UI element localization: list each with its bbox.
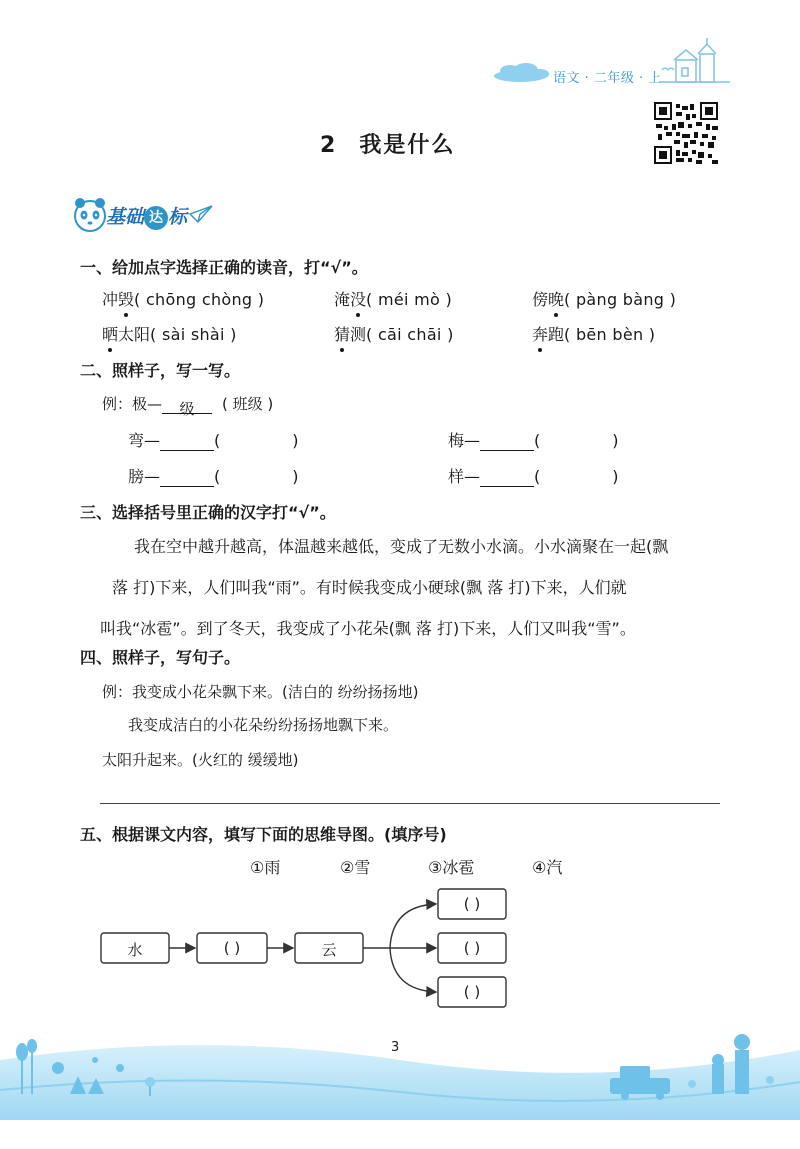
arrow-cloud-to-output-3 xyxy=(390,948,436,992)
lesson-name: 我是什么 xyxy=(359,133,456,158)
pinyin-item: 冲毁( chōng chòng ) xyxy=(102,287,264,310)
section3-heading: 三、选择括号里正确的汉字打“√”。 xyxy=(80,503,336,522)
dotted-char: 奔 xyxy=(532,322,548,345)
section3-paragraph xyxy=(100,526,720,649)
pinyin-options[interactable]: ( chōng chòng ) xyxy=(134,290,265,309)
subject-grade-label: 语文 · 二年级 · 上 xyxy=(553,71,662,86)
example-answer: 级 xyxy=(162,398,212,414)
section4-heading: 四、照样子，写句子。 xyxy=(80,648,241,667)
section5-heading: 五、根据课文内容，填写下面的思维导图。(填序号) xyxy=(80,825,447,844)
badge-text-part3: 标 xyxy=(168,206,188,228)
example-sentence: 例：我变成小花朵飘下来。(洁白的 纷纷扬扬地) xyxy=(102,683,419,701)
page-number: 3 xyxy=(391,1040,400,1055)
option-snow: ②雪 xyxy=(340,858,371,877)
dotted-char: 猜 xyxy=(334,322,350,345)
dotted-char: 毁 xyxy=(118,287,134,310)
char-blank[interactable] xyxy=(160,435,214,451)
pinyin-item: 傍晚( pàng bàng ) xyxy=(532,287,676,310)
paragraph-line[interactable]: 我在空中越升越高，体温越来越低，变成了无数小水滴。小水滴聚在一起(飘 xyxy=(134,537,669,556)
word-row: 膀— ( ) xyxy=(128,467,299,486)
pinyin-options[interactable]: ( pàng bàng ) xyxy=(564,290,677,309)
pinyin-options[interactable]: ( méi mò ) xyxy=(366,290,453,309)
node-output-1[interactable]: ( ) xyxy=(463,895,481,913)
node-output-2[interactable]: ( ) xyxy=(463,939,481,957)
footer-decoration xyxy=(0,1020,800,1120)
paragraph-line[interactable]: 落 打)下来，人们叫我“雨”。有时候我变成小硬球(飘 落 打)下来，人们就 xyxy=(112,578,627,597)
example-answer-sentence: 我变成洁白的小花朵纷纷扬扬地飘下来。 xyxy=(128,716,399,734)
qr-code-icon xyxy=(654,102,718,164)
char-blank[interactable] xyxy=(480,471,534,487)
node-output-3[interactable]: ( ) xyxy=(463,983,481,1001)
badge-text-part2: 达 xyxy=(144,206,168,230)
section1-heading: 一、给加点字选择正确的读音，打“√”。 xyxy=(80,258,368,277)
pinyin-options[interactable]: ( bēn bèn ) xyxy=(564,325,656,344)
node-blank[interactable]: ( ) xyxy=(223,939,241,957)
pinyin-options[interactable]: ( sài shài ) xyxy=(150,325,237,344)
pinyin-item: 猜测( cāi chāi ) xyxy=(334,322,454,345)
dotted-char: 没 xyxy=(350,287,366,310)
char-blank[interactable] xyxy=(160,471,214,487)
node-water: 水 xyxy=(127,941,143,959)
option-rain: ①雨 xyxy=(250,858,281,877)
cloud-icon xyxy=(494,63,549,82)
house-icon xyxy=(660,38,730,82)
char-blank[interactable] xyxy=(480,435,534,451)
header-decoration xyxy=(0,0,800,100)
pinyin-item: 奔跑( bēn bèn ) xyxy=(532,322,655,345)
lesson-title xyxy=(320,128,455,159)
word-row: 梅— ( ) xyxy=(448,431,619,450)
pinyin-item: 淹没( méi mò ) xyxy=(334,287,452,310)
badge-text-part1: 基础 xyxy=(106,206,145,228)
word-row: 样— ( ) xyxy=(448,467,619,486)
option-steam: ④汽 xyxy=(532,858,563,877)
node-cloud: 云 xyxy=(321,941,337,959)
question-sentence: 太阳升起来。(火红的 缓缓地) xyxy=(102,751,299,769)
answer-line[interactable] xyxy=(100,803,720,804)
word-row: 弯— ( ) xyxy=(128,431,299,450)
pinyin-options[interactable]: ( cāi chāi ) xyxy=(366,325,454,344)
lesson-number: 2 xyxy=(320,133,338,158)
pinyin-item: 晒太阳( sài shài ) xyxy=(102,322,237,345)
section-badge xyxy=(106,202,187,230)
paragraph-line[interactable]: 叫我“冰雹”。到了冬天，我变成了小花朵(飘 落 打)下来，人们又叫我“雪”。 xyxy=(100,619,636,638)
section2-heading: 二、照样子，写一写。 xyxy=(80,361,241,380)
example-row: 例：极— 级 ( 班级 ) xyxy=(102,395,274,418)
paper-plane-icon xyxy=(190,206,212,222)
dotted-char: 晒 xyxy=(102,322,118,345)
arrow-cloud-to-output-1 xyxy=(390,904,436,948)
panda-icon xyxy=(75,198,105,231)
bird-icon xyxy=(662,68,674,70)
dotted-char: 晚 xyxy=(548,287,564,310)
option-hail: ③冰雹 xyxy=(428,858,475,877)
